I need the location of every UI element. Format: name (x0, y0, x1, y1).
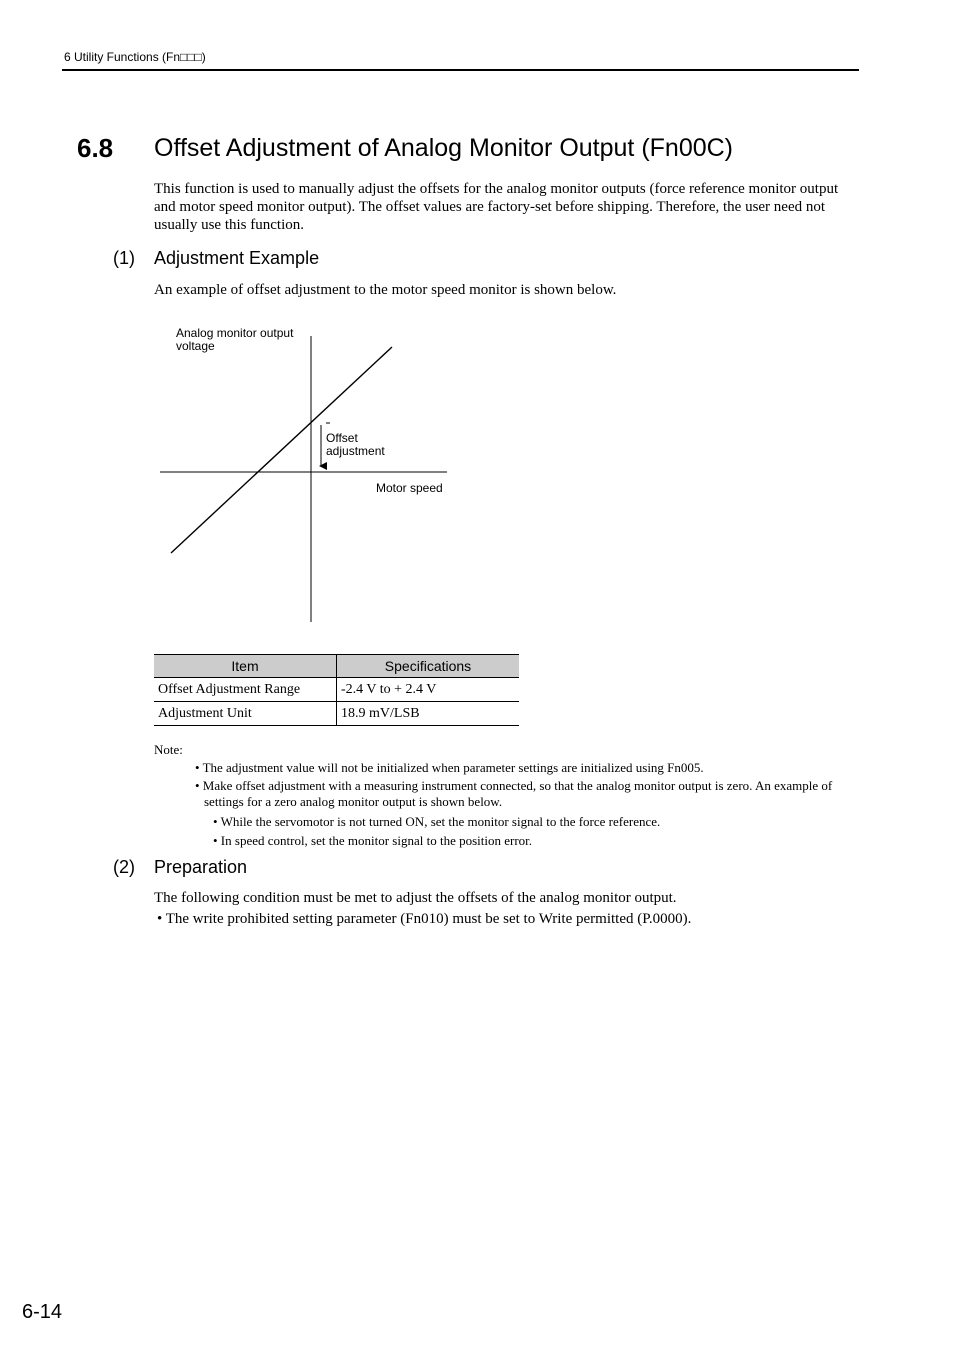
y-axis-label-line2: voltage (176, 339, 215, 353)
subsection-2-number: (2) (113, 857, 135, 877)
section-number: 6.8 (77, 133, 114, 163)
offset-label-line1: Offset (326, 431, 358, 445)
table-cell-spec: -2.4 V to + 2.4 V (337, 678, 520, 702)
spec-table (154, 654, 519, 726)
section-intro: This function is used to manually adjust the offsets for the analog monitor outputs (force reference monitor output and motor speed monitor output). The offset values are factory-set before shipping. Therefore, the user need not usually use this function. (154, 181, 839, 233)
page-number: 6-14 (22, 1301, 63, 1323)
y-axis-label-line1: Analog monitor output (176, 326, 294, 340)
subsection-2-bullet: • The write prohibited setting parameter (Fn010) must be set to Write permitted (P.0000). (157, 911, 692, 927)
offset-label-line2: adjustment (326, 444, 385, 458)
subsection-1-text: An example of offset adjustment to the motor speed monitor is shown below. (154, 282, 617, 298)
table-cell-item: Offset Adjustment Range (154, 678, 337, 702)
subsection-2-text: The following condition must be met to adjust the offsets of the analog monitor output. (154, 890, 677, 906)
section-title: Offset Adjustment of Analog Monitor Output (Fn00C) (154, 134, 734, 162)
table-cell-item: Adjustment Unit (154, 702, 337, 726)
table-row (154, 678, 519, 702)
table-header-specifications: Specifications (337, 655, 520, 678)
subsection-1-title: Adjustment Example (154, 248, 320, 268)
running-header: 6 Utility Functions (Fn□□□) (64, 50, 206, 64)
note-item: • The adjustment value will not be initialized when parameter settings are initialized using Fn005. (195, 760, 704, 775)
table-row (154, 702, 519, 726)
note-item: • Make offset adjustment with a measuring instrument connected, so that the analog monitor output is zero. An example of settings for a zero analog monitor output is shown below. (195, 778, 833, 809)
table-cell-spec: 18.9 mV/LSB (337, 702, 520, 726)
x-axis-label: Motor speed (376, 481, 443, 495)
note-subitem: • While the servomotor is not turned ON, set the monitor signal to the force reference. (213, 814, 661, 829)
subsection-1-number: (1) (113, 248, 135, 268)
note-subitem: • In speed control, set the monitor signal to the position error. (213, 833, 533, 848)
table-header-item: Item (154, 655, 337, 678)
note-label: Note: (154, 742, 183, 757)
header-rule (62, 69, 859, 71)
table-header-row (154, 655, 519, 678)
subsection-2-title: Preparation (154, 857, 248, 877)
offset-adjustment-graph (150, 318, 460, 630)
